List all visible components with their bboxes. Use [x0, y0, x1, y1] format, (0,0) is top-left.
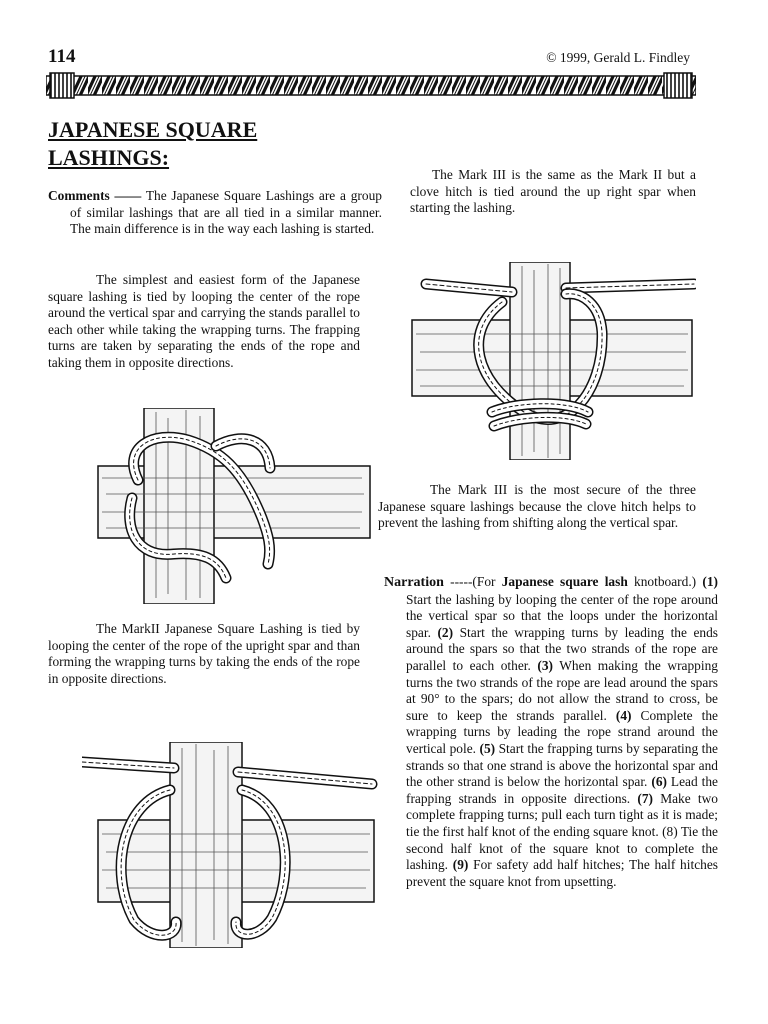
narration-lead: Narration: [384, 575, 444, 590]
mark-iii-intro-paragraph: The Mark III is the same as the Mark II but a clove hitch is tied around the up right spar when starting the lashing.: [410, 167, 696, 216]
figure-basic-lashing: [92, 408, 376, 604]
page-number: 114: [48, 46, 76, 67]
figure-mark-ii-lashing: [82, 742, 378, 948]
step-9-number: (9): [452, 857, 469, 873]
step-7-number: (7): [637, 790, 653, 806]
step-5-text: Start the frapping turns by separating the strands so that one strand is above the horizontal spar and the other strand is below the horizontal spar.: [406, 740, 718, 790]
step-4-number: (4): [615, 707, 632, 723]
step-2-text: Start the wrapping turns by leading the ends around the spars so that the two strands of the rope are parallel to each other.: [406, 624, 719, 673]
narration-intro-b: knotboard.): [627, 574, 703, 589]
step-9-text: For safety add half hitches; The half hitches prevent the square knot from upsetting.: [406, 857, 718, 889]
step-7-8-text: Make two complete frapping turns; pull each turn tight as it is made; tie the first half knot of the ending square knot. (8) Tie the second half knot of the square knot to complete the lashing.: [406, 790, 718, 873]
step-6-number: (6): [651, 774, 667, 790]
step-2-number: (2): [437, 624, 454, 640]
step-4-text: Complete the wrapping turns by leading the rope strand around the vertical pole.: [406, 707, 718, 756]
simplest-form-paragraph: The simplest and easiest form of the Japanese square lashing is tied by looping the center of the rope around the vertical spar and carrying the stands parallel to each other while taking the wrapping turns. The frapping turns are taken by separating the ends of the rope and taking them in opposite directions.: [48, 272, 360, 370]
step-5-number: (5): [479, 740, 496, 756]
section-title: [48, 116, 257, 172]
mark-ii-paragraph: The MarkII Japanese Square Lashing is tied by looping the center of the rope of the upright spar and than forming the wrapping turns by taking the ends of the rope in opposite directions.: [48, 621, 360, 686]
mark-iii-secure-paragraph: The Mark III is the most secure of the three Japanese square lashings because the clove hitch helps to prevent the lashing from shifting along the vertical spar.: [378, 482, 696, 531]
comments-lead: Comments ——: [48, 188, 142, 203]
section-title-line-2: LASHINGS:: [48, 145, 170, 170]
narration-paragraph: [384, 574, 718, 890]
narration-knotboard-name: Japanese square lash: [501, 574, 628, 589]
comments-text: The Japanese Square Lashings are a group of similar lashings that are all tied in a similar manner. The main difference is in the way each lashing is started.: [70, 188, 382, 237]
step-3-text: When making the wrapping turns the two strands of the rope are lead around the spars at 90° to the spars; do not allow the strand to cross, be sure to keep the strands parallel.: [406, 657, 718, 723]
step-1-text: Start the lashing by looping the center of the rope around the vertical spar so that the loops under the horizontal spar.: [406, 591, 718, 640]
step-3-number: (3): [537, 657, 553, 673]
rope-banner: [46, 70, 696, 100]
comments-paragraph: [48, 188, 382, 238]
copyright-notice: © 1999, Gerald L. Findley: [546, 50, 690, 65]
step-1-number: (1): [702, 574, 718, 589]
figure-mark-iii-lashing: [406, 262, 696, 460]
step-6-text: Lead the frapping strands in opposite directions.: [406, 774, 718, 806]
section-title-line-1: JAPANESE SQUARE: [48, 117, 258, 142]
narration-intro-a: -----(For: [443, 574, 502, 589]
